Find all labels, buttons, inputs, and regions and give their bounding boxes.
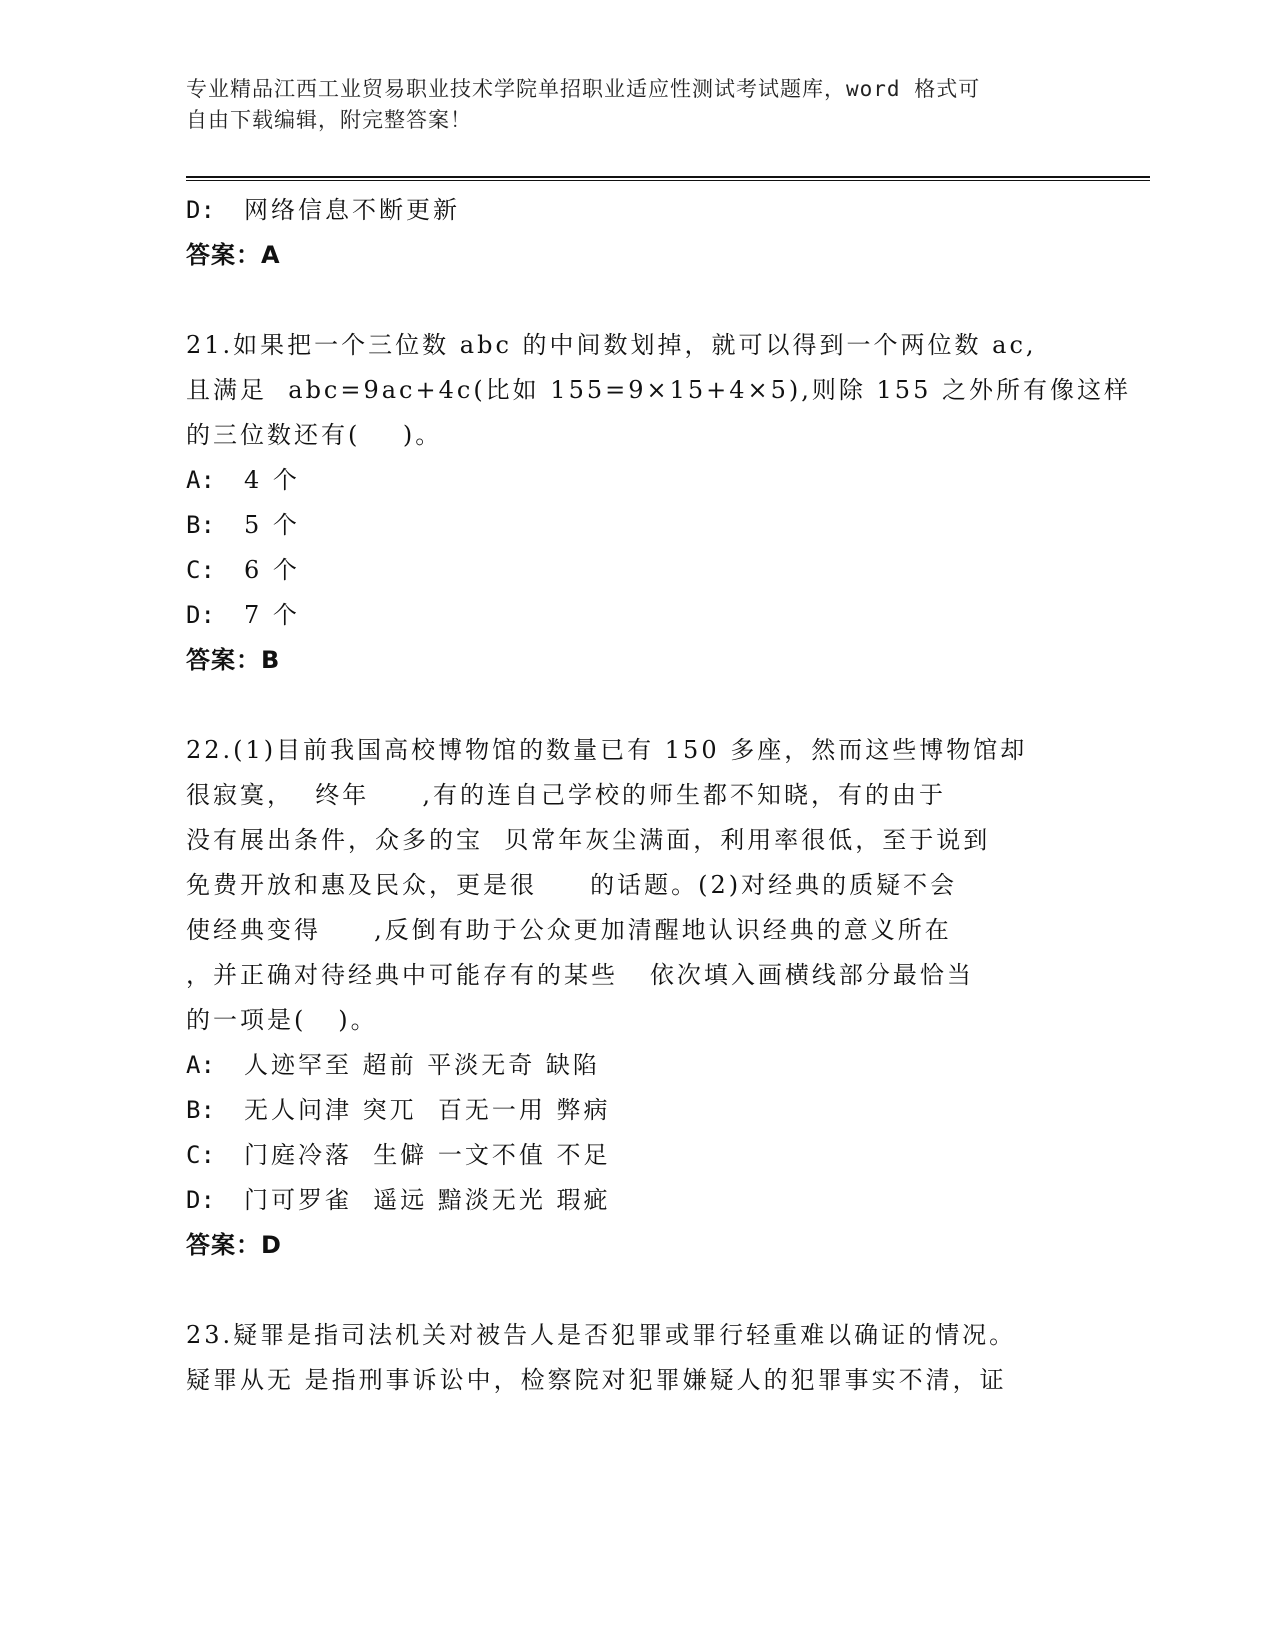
q22-answer: 答案：D (186, 1231, 282, 1259)
option-letter: A: (186, 466, 215, 494)
question-text-line: 没有展出条件，众多的宝 贝常年灰尘满面，利用率很低，至于说到 (186, 826, 991, 854)
option-letter: D: (186, 196, 215, 224)
spacer (186, 1268, 1086, 1313)
q22-option-c (186, 1133, 1086, 1178)
option-letter: B: (186, 1096, 215, 1124)
question-21 (186, 323, 1131, 683)
question-text-line: 疑罪从无 是指刑事诉讼中，检察院对犯罪嫌疑人的犯罪事实不清，证 (186, 1366, 1007, 1394)
question-text-line: 的三位数还有( )。 (186, 421, 443, 449)
option-text: 人迹罕至 超前 平淡无奇 缺陷 (244, 1051, 600, 1079)
option-text: 无人问津 突兀 百无一用 弊病 (244, 1096, 611, 1124)
option-text: 7 个 (244, 601, 300, 629)
q21-option-c (186, 548, 1086, 593)
question-text-line: 且满足 abc=9ac+4c(比如 155=9×15+4×5),则除 155 之外所有像这样 (186, 376, 1131, 404)
question-text-line: 21.如果把一个三位数 abc 的中间数划掉，就可以得到一个两位数 ac, (186, 331, 1037, 359)
q22-option-a (186, 1043, 1086, 1088)
option-text: 5 个 (244, 511, 300, 539)
option-letter: B: (186, 511, 215, 539)
q21-option-a (186, 458, 1086, 503)
spacer (186, 683, 1086, 728)
q21-option-b (186, 503, 1086, 548)
option-text: 6 个 (244, 556, 300, 584)
option-text: 门庭冷落 生僻 一文不值 不足 (244, 1141, 611, 1169)
document-body (186, 188, 1131, 1403)
question-text-line: 免费开放和惠及民众，更是很 的话题。(2)对经典的质疑不会 (186, 871, 958, 899)
q21-answer: 答案：B (186, 646, 281, 674)
header-line-2: 自由下载编辑，附完整答案！ (186, 108, 472, 132)
option-letter: C: (186, 1141, 215, 1169)
page-header (186, 74, 1066, 136)
option-letter: C: (186, 556, 215, 584)
option-letter: D: (186, 601, 215, 629)
question-22 (186, 728, 1086, 1268)
question-text-line: 22.(1)目前我国高校博物馆的数量已有 150 多座，然而这些博物馆却 (186, 736, 1028, 764)
question-text-line: 很寂寞， 终年 ,有的连自己学校的师生都不知晓，有的由于 (186, 781, 947, 809)
q21-option-d (186, 593, 1086, 638)
q22-option-d (186, 1178, 1086, 1223)
header-line-1: 专业精品江西工业贸易职业技术学院单招职业适应性测试考试题库，word 格式可 (186, 77, 981, 101)
spacer (186, 278, 1086, 323)
option-text: 门可罗雀 遥远 黯淡无光 瑕疵 (244, 1186, 611, 1214)
question-23 (186, 1313, 1086, 1403)
option-letter: A: (186, 1051, 215, 1079)
option-text: 网络信息不断更新 (244, 196, 460, 224)
question-text-line: ，并正确对待经典中可能存有的某些 依次填入画横线部分最恰当 (186, 961, 974, 989)
option-letter: D: (186, 1186, 215, 1214)
q20-option-d (186, 188, 1086, 233)
q20-answer: 答案：A (186, 241, 281, 269)
q22-option-b (186, 1088, 1086, 1133)
option-text: 4 个 (244, 466, 300, 494)
question-text-line: 23.疑罪是指司法机关对被告人是否犯罪或罪行轻重难以确证的情况。 (186, 1321, 1017, 1349)
question-text-line: 的一项是( )。 (186, 1006, 378, 1034)
question-text-line: 使经典变得 ,反倒有助于公众更加清醒地认识经典的意义所在 (186, 916, 952, 944)
header-divider (186, 176, 1150, 181)
